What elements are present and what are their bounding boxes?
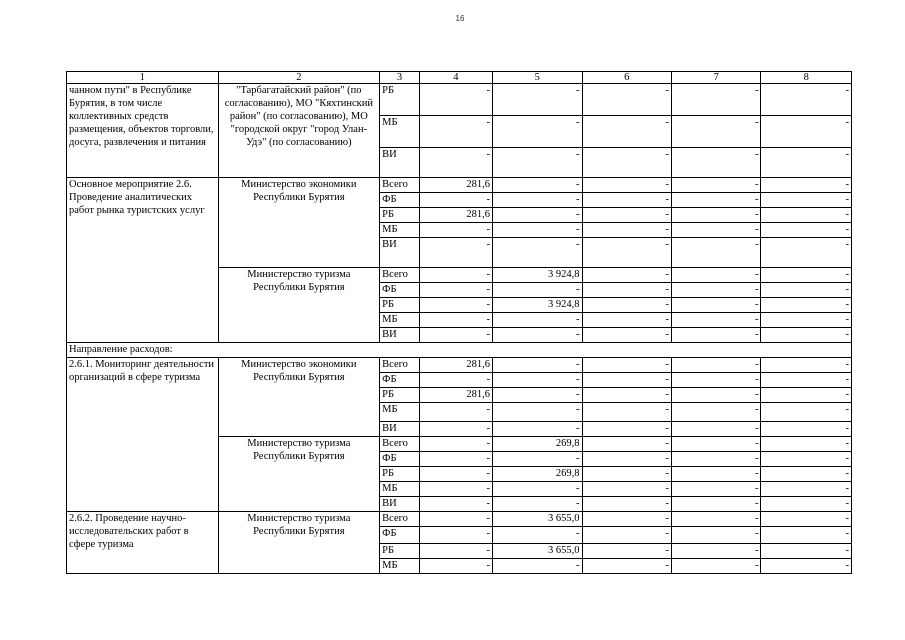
funding-source: Всего [380, 512, 420, 527]
value-cell: - [761, 116, 852, 148]
event-name: Основное мероприятие 2.6. Проведение аналитических работ рынка туристских услуг [67, 178, 219, 343]
funding-source: Всего [380, 437, 420, 452]
table-row [67, 358, 852, 373]
value-cell: - [419, 422, 492, 437]
column-header: 5 [493, 72, 582, 84]
funding-source: МБ [380, 223, 420, 238]
value-cell: - [419, 116, 492, 148]
value-cell: - [761, 358, 852, 373]
value-cell: - [493, 373, 582, 388]
value-cell: - [671, 467, 760, 482]
value-cell: - [582, 482, 671, 497]
value-cell: - [671, 559, 760, 574]
value-cell: - [671, 313, 760, 328]
value-cell: - [671, 373, 760, 388]
event-name: 2.6.2. Проведение научно-исследовательских работ в сфере туризма [67, 512, 219, 574]
value-cell: - [419, 223, 492, 238]
value-cell: 281,6 [419, 388, 492, 403]
event-name: чанном пути" в Республике Бурятия, в том числе коллективных средств размещения, объектов торговли, досуга, развлечения и питания [67, 84, 219, 178]
value-cell: - [671, 148, 760, 178]
value-cell: - [671, 193, 760, 208]
funding-source: РБ [380, 467, 420, 482]
column-header: 2 [218, 72, 380, 84]
value-cell: - [761, 298, 852, 313]
budget-table [66, 71, 852, 574]
value-cell: - [493, 223, 582, 238]
funding-source: Всего [380, 178, 420, 193]
value-cell: - [671, 238, 760, 268]
value-cell: 3 924,8 [493, 268, 582, 283]
value-cell: 281,6 [419, 208, 492, 223]
value-cell: - [419, 512, 492, 527]
value-cell: - [671, 178, 760, 193]
value-cell: - [582, 544, 671, 559]
value-cell: - [419, 482, 492, 497]
value-cell: 3 924,8 [493, 298, 582, 313]
value-cell: - [761, 148, 852, 178]
value-cell: - [671, 268, 760, 283]
value-cell: - [493, 283, 582, 298]
value-cell: - [493, 208, 582, 223]
value-cell: - [761, 422, 852, 437]
value-cell: - [582, 268, 671, 283]
value-cell: - [493, 84, 582, 116]
value-cell: - [419, 559, 492, 574]
value-cell: - [671, 527, 760, 544]
funding-source: ВИ [380, 497, 420, 512]
value-cell: - [493, 116, 582, 148]
value-cell: - [761, 283, 852, 298]
executor-name: Министерство туризма Республики Бурятия [218, 512, 380, 574]
value-cell: - [761, 313, 852, 328]
value-cell: - [582, 403, 671, 422]
value-cell: - [582, 422, 671, 437]
value-cell: - [761, 373, 852, 388]
funding-source: ФБ [380, 193, 420, 208]
value-cell: - [419, 298, 492, 313]
value-cell: - [419, 313, 492, 328]
value-cell: - [493, 193, 582, 208]
value-cell: - [419, 283, 492, 298]
value-cell: - [419, 497, 492, 512]
value-cell: - [761, 467, 852, 482]
value-cell: - [419, 373, 492, 388]
funding-source: ВИ [380, 422, 420, 437]
column-header: 8 [761, 72, 852, 84]
funding-source: МБ [380, 313, 420, 328]
value-cell: - [493, 497, 582, 512]
value-cell: - [761, 208, 852, 223]
value-cell: - [582, 497, 671, 512]
value-cell: - [761, 497, 852, 512]
funding-source: МБ [380, 482, 420, 497]
value-cell: - [582, 283, 671, 298]
table-row [67, 178, 852, 193]
funding-source: МБ [380, 116, 420, 148]
column-header: 6 [582, 72, 671, 84]
value-cell: - [761, 559, 852, 574]
value-cell: - [419, 527, 492, 544]
value-cell: - [493, 388, 582, 403]
value-cell: - [493, 403, 582, 422]
value-cell: - [761, 527, 852, 544]
value-cell: - [761, 178, 852, 193]
section-label: Направление расходов: [67, 343, 852, 358]
value-cell: - [761, 388, 852, 403]
value-cell: - [582, 527, 671, 544]
funding-source: ВИ [380, 328, 420, 343]
value-cell: - [671, 298, 760, 313]
value-cell: - [761, 452, 852, 467]
value-cell: - [493, 328, 582, 343]
value-cell: - [419, 193, 492, 208]
page-number: 16 [455, 14, 465, 23]
funding-source: РБ [380, 544, 420, 559]
funding-source: МБ [380, 403, 420, 422]
value-cell: - [671, 328, 760, 343]
value-cell: - [493, 559, 582, 574]
executor-name: Министерство туризма Республики Бурятия [218, 437, 380, 512]
value-cell: - [761, 482, 852, 497]
value-cell: - [671, 358, 760, 373]
value-cell: - [419, 268, 492, 283]
value-cell: - [671, 84, 760, 116]
column-header: 7 [671, 72, 760, 84]
value-cell: - [582, 178, 671, 193]
value-cell: - [582, 223, 671, 238]
funding-source: МБ [380, 559, 420, 574]
value-cell: - [671, 497, 760, 512]
value-cell: - [582, 116, 671, 148]
value-cell: 269,8 [493, 437, 582, 452]
executor-name: Министерство экономики Республики Бурятия [218, 178, 380, 268]
value-cell: - [671, 283, 760, 298]
value-cell: - [671, 512, 760, 527]
value-cell: - [761, 437, 852, 452]
value-cell: - [761, 238, 852, 268]
value-cell: - [582, 559, 671, 574]
value-cell: - [582, 328, 671, 343]
value-cell: - [761, 84, 852, 116]
value-cell: - [493, 238, 582, 268]
value-cell: - [582, 238, 671, 268]
value-cell: - [671, 422, 760, 437]
value-cell: - [582, 452, 671, 467]
column-header-row [67, 72, 852, 84]
value-cell: - [582, 373, 671, 388]
value-cell: - [419, 437, 492, 452]
funding-source: ВИ [380, 148, 420, 178]
value-cell: 269,8 [493, 467, 582, 482]
value-cell: - [493, 178, 582, 193]
value-cell: - [582, 208, 671, 223]
section-row [67, 343, 852, 358]
executor-name: Министерство экономики Республики Бурятия [218, 358, 380, 437]
value-cell: - [493, 313, 582, 328]
value-cell: - [671, 437, 760, 452]
table-body [67, 72, 852, 574]
value-cell: - [582, 388, 671, 403]
funding-source: ФБ [380, 527, 420, 544]
value-cell: - [419, 467, 492, 482]
executor-name: Министерство туризма Республики Бурятия [218, 268, 380, 343]
value-cell: - [671, 208, 760, 223]
value-cell: - [671, 403, 760, 422]
column-header: 4 [419, 72, 492, 84]
funding-source: РБ [380, 298, 420, 313]
value-cell: - [419, 238, 492, 268]
funding-source: РБ [380, 208, 420, 223]
value-cell: - [419, 328, 492, 343]
table-row [67, 512, 852, 527]
value-cell: - [419, 84, 492, 116]
value-cell: - [671, 388, 760, 403]
funding-source: ФБ [380, 373, 420, 388]
value-cell: - [761, 328, 852, 343]
value-cell: - [493, 148, 582, 178]
value-cell: - [671, 544, 760, 559]
value-cell: - [582, 358, 671, 373]
value-cell: - [493, 422, 582, 437]
value-cell: - [419, 544, 492, 559]
funding-source: Всего [380, 268, 420, 283]
value-cell: 281,6 [419, 178, 492, 193]
value-cell: 281,6 [419, 358, 492, 373]
value-cell: - [493, 358, 582, 373]
value-cell: - [582, 467, 671, 482]
event-name: 2.6.1. Мониторинг деятельности организаций в сфере туризма [67, 358, 219, 512]
funding-source: ФБ [380, 452, 420, 467]
value-cell: - [761, 544, 852, 559]
value-cell: - [582, 84, 671, 116]
column-header: 3 [380, 72, 420, 84]
value-cell: - [582, 437, 671, 452]
funding-source: ВИ [380, 238, 420, 268]
value-cell: 3 655,0 [493, 544, 582, 559]
value-cell: - [419, 452, 492, 467]
value-cell: - [671, 482, 760, 497]
value-cell: - [582, 298, 671, 313]
funding-source: РБ [380, 84, 420, 116]
column-header: 1 [67, 72, 219, 84]
value-cell: - [582, 313, 671, 328]
value-cell: - [493, 527, 582, 544]
value-cell: 3 655,0 [493, 512, 582, 527]
value-cell: - [671, 452, 760, 467]
value-cell: - [761, 268, 852, 283]
value-cell: - [493, 452, 582, 467]
table-row [67, 84, 852, 116]
funding-source: ФБ [380, 283, 420, 298]
value-cell: - [671, 116, 760, 148]
funding-source: РБ [380, 388, 420, 403]
value-cell: - [761, 512, 852, 527]
value-cell: - [761, 193, 852, 208]
executor-name: "Тарбагатайский район" (по согласованию), МО "Кяхтинский район" (по согласованию), МО "городской округ "город Улан-Удэ" (по согласованию) [218, 84, 380, 178]
value-cell: - [671, 223, 760, 238]
value-cell: - [582, 193, 671, 208]
value-cell: - [761, 223, 852, 238]
value-cell: - [419, 403, 492, 422]
value-cell: - [761, 403, 852, 422]
funding-source: Всего [380, 358, 420, 373]
value-cell: - [582, 148, 671, 178]
value-cell: - [419, 148, 492, 178]
value-cell: - [582, 512, 671, 527]
value-cell: - [493, 482, 582, 497]
